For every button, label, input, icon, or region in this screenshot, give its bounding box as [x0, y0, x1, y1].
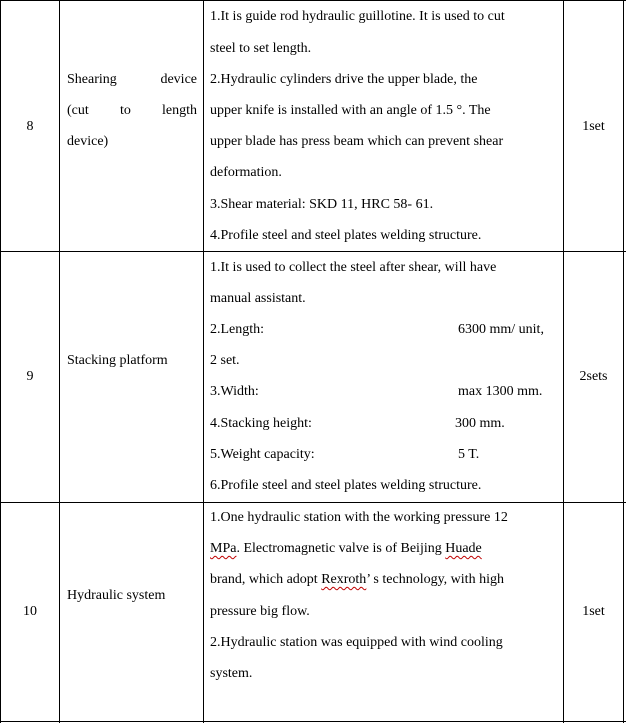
- spellcheck-flagged-word: MPa: [210, 541, 237, 556]
- column-divider: [59, 0, 60, 723]
- description-text: . Electromagnetic valve is of Beijing: [236, 541, 446, 556]
- column-divider: [623, 0, 624, 723]
- description-line: 1.It is used to collect the steel after shear, will have: [210, 260, 497, 275]
- item-quantity: 1set: [582, 604, 605, 619]
- item-name-line: [67, 72, 197, 88]
- table-border-top: [0, 0, 626, 1]
- item-name-line: [67, 103, 197, 119]
- item-name: Hydraulic system: [67, 588, 166, 603]
- description-line: deformation.: [210, 165, 282, 180]
- description-line: 1.One hydraulic station with the working pressure 12: [210, 510, 508, 525]
- description-line: 2.Hydraulic station was equipped with wind cooling: [210, 635, 503, 650]
- description-line: system.: [210, 666, 253, 681]
- column-divider: [203, 0, 204, 723]
- description-line: 2.Hydraulic cylinders drive the upper blade, the: [210, 72, 478, 87]
- description-line: manual assistant.: [210, 291, 306, 306]
- description-value: max 1300 mm.: [458, 384, 543, 399]
- description-value: 5 T.: [458, 447, 480, 462]
- description-line: 2.Length:: [210, 322, 265, 337]
- spellcheck-flagged-word: Huade: [445, 541, 482, 556]
- description-value: 300 mm.: [455, 416, 505, 431]
- description-line: steel to set length.: [210, 41, 312, 56]
- table-border-bottom: [0, 721, 626, 722]
- description-line: 3.Shear material: SKD 11, HRC 58- 61.: [210, 197, 434, 212]
- description-line: 3.Width:: [210, 384, 259, 399]
- description-line: 1.It is guide rod hydraulic guillotine. It is used to cut: [210, 9, 505, 24]
- spellcheck-flagged-word: Rexroth: [321, 572, 367, 587]
- description-line: 4.Profile steel and steel plates welding structure.: [210, 228, 482, 243]
- row-number: 9: [26, 369, 34, 384]
- description-line: [210, 572, 504, 588]
- description-value: 6300 mm/ unit,: [458, 322, 544, 337]
- item-name-word: Shearing: [67, 72, 117, 87]
- item-name-word: length: [162, 103, 197, 118]
- description-line: [210, 541, 482, 557]
- item-quantity: 1set: [582, 119, 605, 134]
- row-number: 8: [26, 119, 34, 134]
- description-line: upper blade has press beam which can prevent shear: [210, 134, 504, 149]
- item-name-line: device): [67, 134, 109, 149]
- description-line: 2 set.: [210, 353, 240, 368]
- description-line: upper knife is installed with an angle of 1.5 °. The: [210, 103, 491, 118]
- item-name-word: to: [119, 103, 131, 118]
- description-text: brand, which adopt: [210, 572, 322, 587]
- description-text: ’ s technology, with high: [366, 572, 504, 587]
- description-line: 4.Stacking height:: [210, 416, 312, 431]
- item-quantity: 2sets: [579, 369, 608, 384]
- row-number: 10: [23, 604, 37, 619]
- row-divider: [0, 502, 626, 503]
- row-divider: [0, 251, 626, 252]
- item-name-word: (cut: [67, 103, 89, 118]
- item-name: Stacking platform: [67, 353, 168, 368]
- item-name-word: device: [160, 72, 197, 87]
- description-line: 6.Profile steel and steel plates welding structure.: [210, 478, 482, 493]
- description-line: pressure big flow.: [210, 604, 310, 619]
- description-line: 5.Weight capacity:: [210, 447, 315, 462]
